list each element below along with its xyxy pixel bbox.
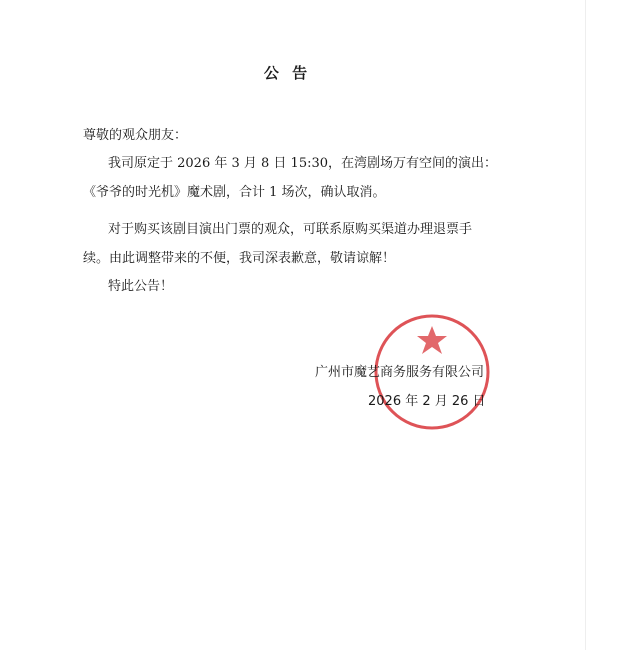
company-signature: 广州市魔艺商务服务有限公司 (315, 365, 485, 380)
page-edge (585, 0, 586, 650)
notice-title: 公 告 (263, 64, 312, 82)
signature-date: 2026 年 2 月 26 日 (368, 394, 486, 409)
body-line: 《爷爷的时光机》魔术剧，合计 1 场次，确认取消。 (83, 185, 386, 200)
closing-line: 特此公告！ (108, 279, 174, 294)
body-line: 我司原定于 2026 年 3 月 8 日 15:30，在湾剧场万有空间的演出： (108, 156, 498, 171)
salutation: 尊敬的观众朋友： (83, 128, 188, 143)
body-line: 续。由此调整带来的不便，我司深表歉意，敬请谅解！ (83, 251, 396, 266)
body-line: 对于购买该剧目演出门票的观众，可联系原购买渠道办理退票手 (108, 222, 473, 237)
